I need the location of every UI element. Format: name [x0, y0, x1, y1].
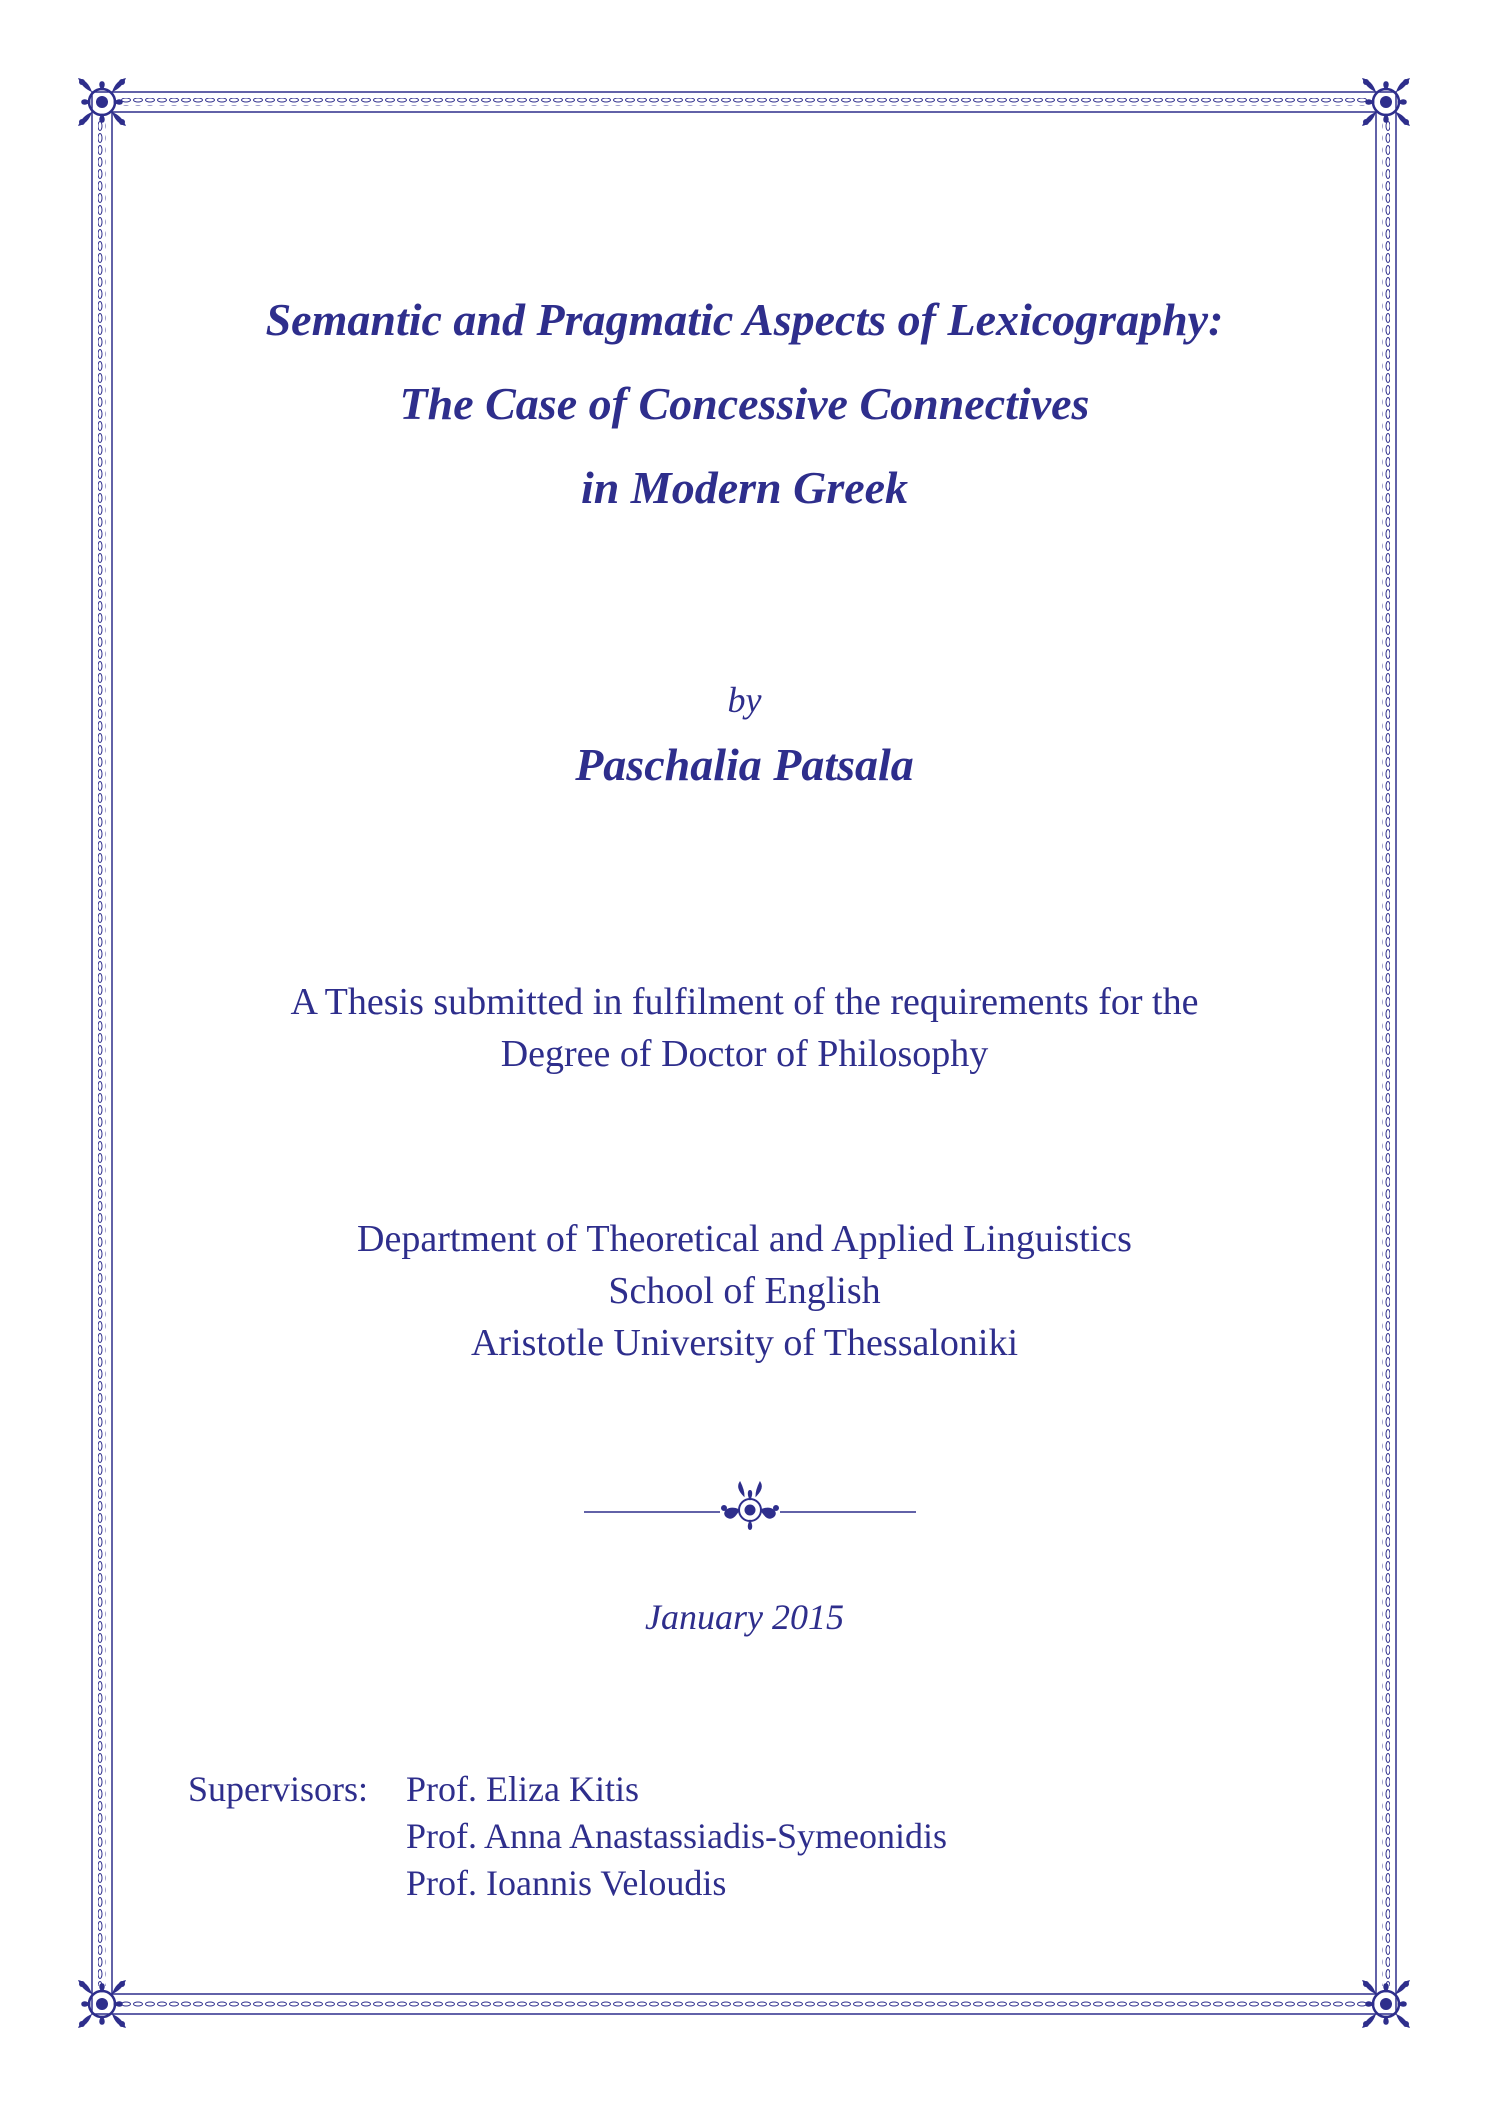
thesis-statement [110, 976, 1379, 1080]
fleuron-ornament-icon [580, 1478, 920, 1538]
department-name: Department of Theoretical and Applied Linguistics [357, 1218, 1132, 1260]
school-name: School of English [608, 1270, 881, 1312]
title-line-2: The Case of Concessive Connectives [399, 378, 1090, 429]
title-line-1: Semantic and Pragmatic Aspects of Lexicography: [265, 294, 1224, 345]
author-name: Paschalia Patsala [575, 739, 914, 790]
supervisors-block [188, 1766, 947, 1907]
supervisor-row [188, 1813, 947, 1860]
supervisor-row [188, 1766, 947, 1813]
supervisor-name: Prof. Eliza Kitis [406, 1769, 639, 1809]
thesis-line-2: Degree of Doctor of Philosophy [500, 1033, 989, 1075]
submission-date: January 2015 [645, 1597, 844, 1637]
thesis-title [110, 278, 1379, 530]
supervisor-name: Prof. Anna Anastassiadis-Symeonidis [406, 1816, 947, 1856]
by-label: by [727, 680, 762, 720]
supervisor-row [188, 1860, 947, 1907]
thesis-line-1: A Thesis submitted in fulfilment of the requirements for the [290, 981, 1199, 1023]
supervisors-label: Supervisors: [188, 1769, 368, 1809]
title-line-3: in Modern Greek [580, 462, 909, 513]
university-name: Aristotle University of Thessaloniki [470, 1322, 1019, 1364]
supervisor-name: Prof. Ioannis Veloudis [406, 1863, 727, 1903]
institution-block [110, 1213, 1379, 1369]
